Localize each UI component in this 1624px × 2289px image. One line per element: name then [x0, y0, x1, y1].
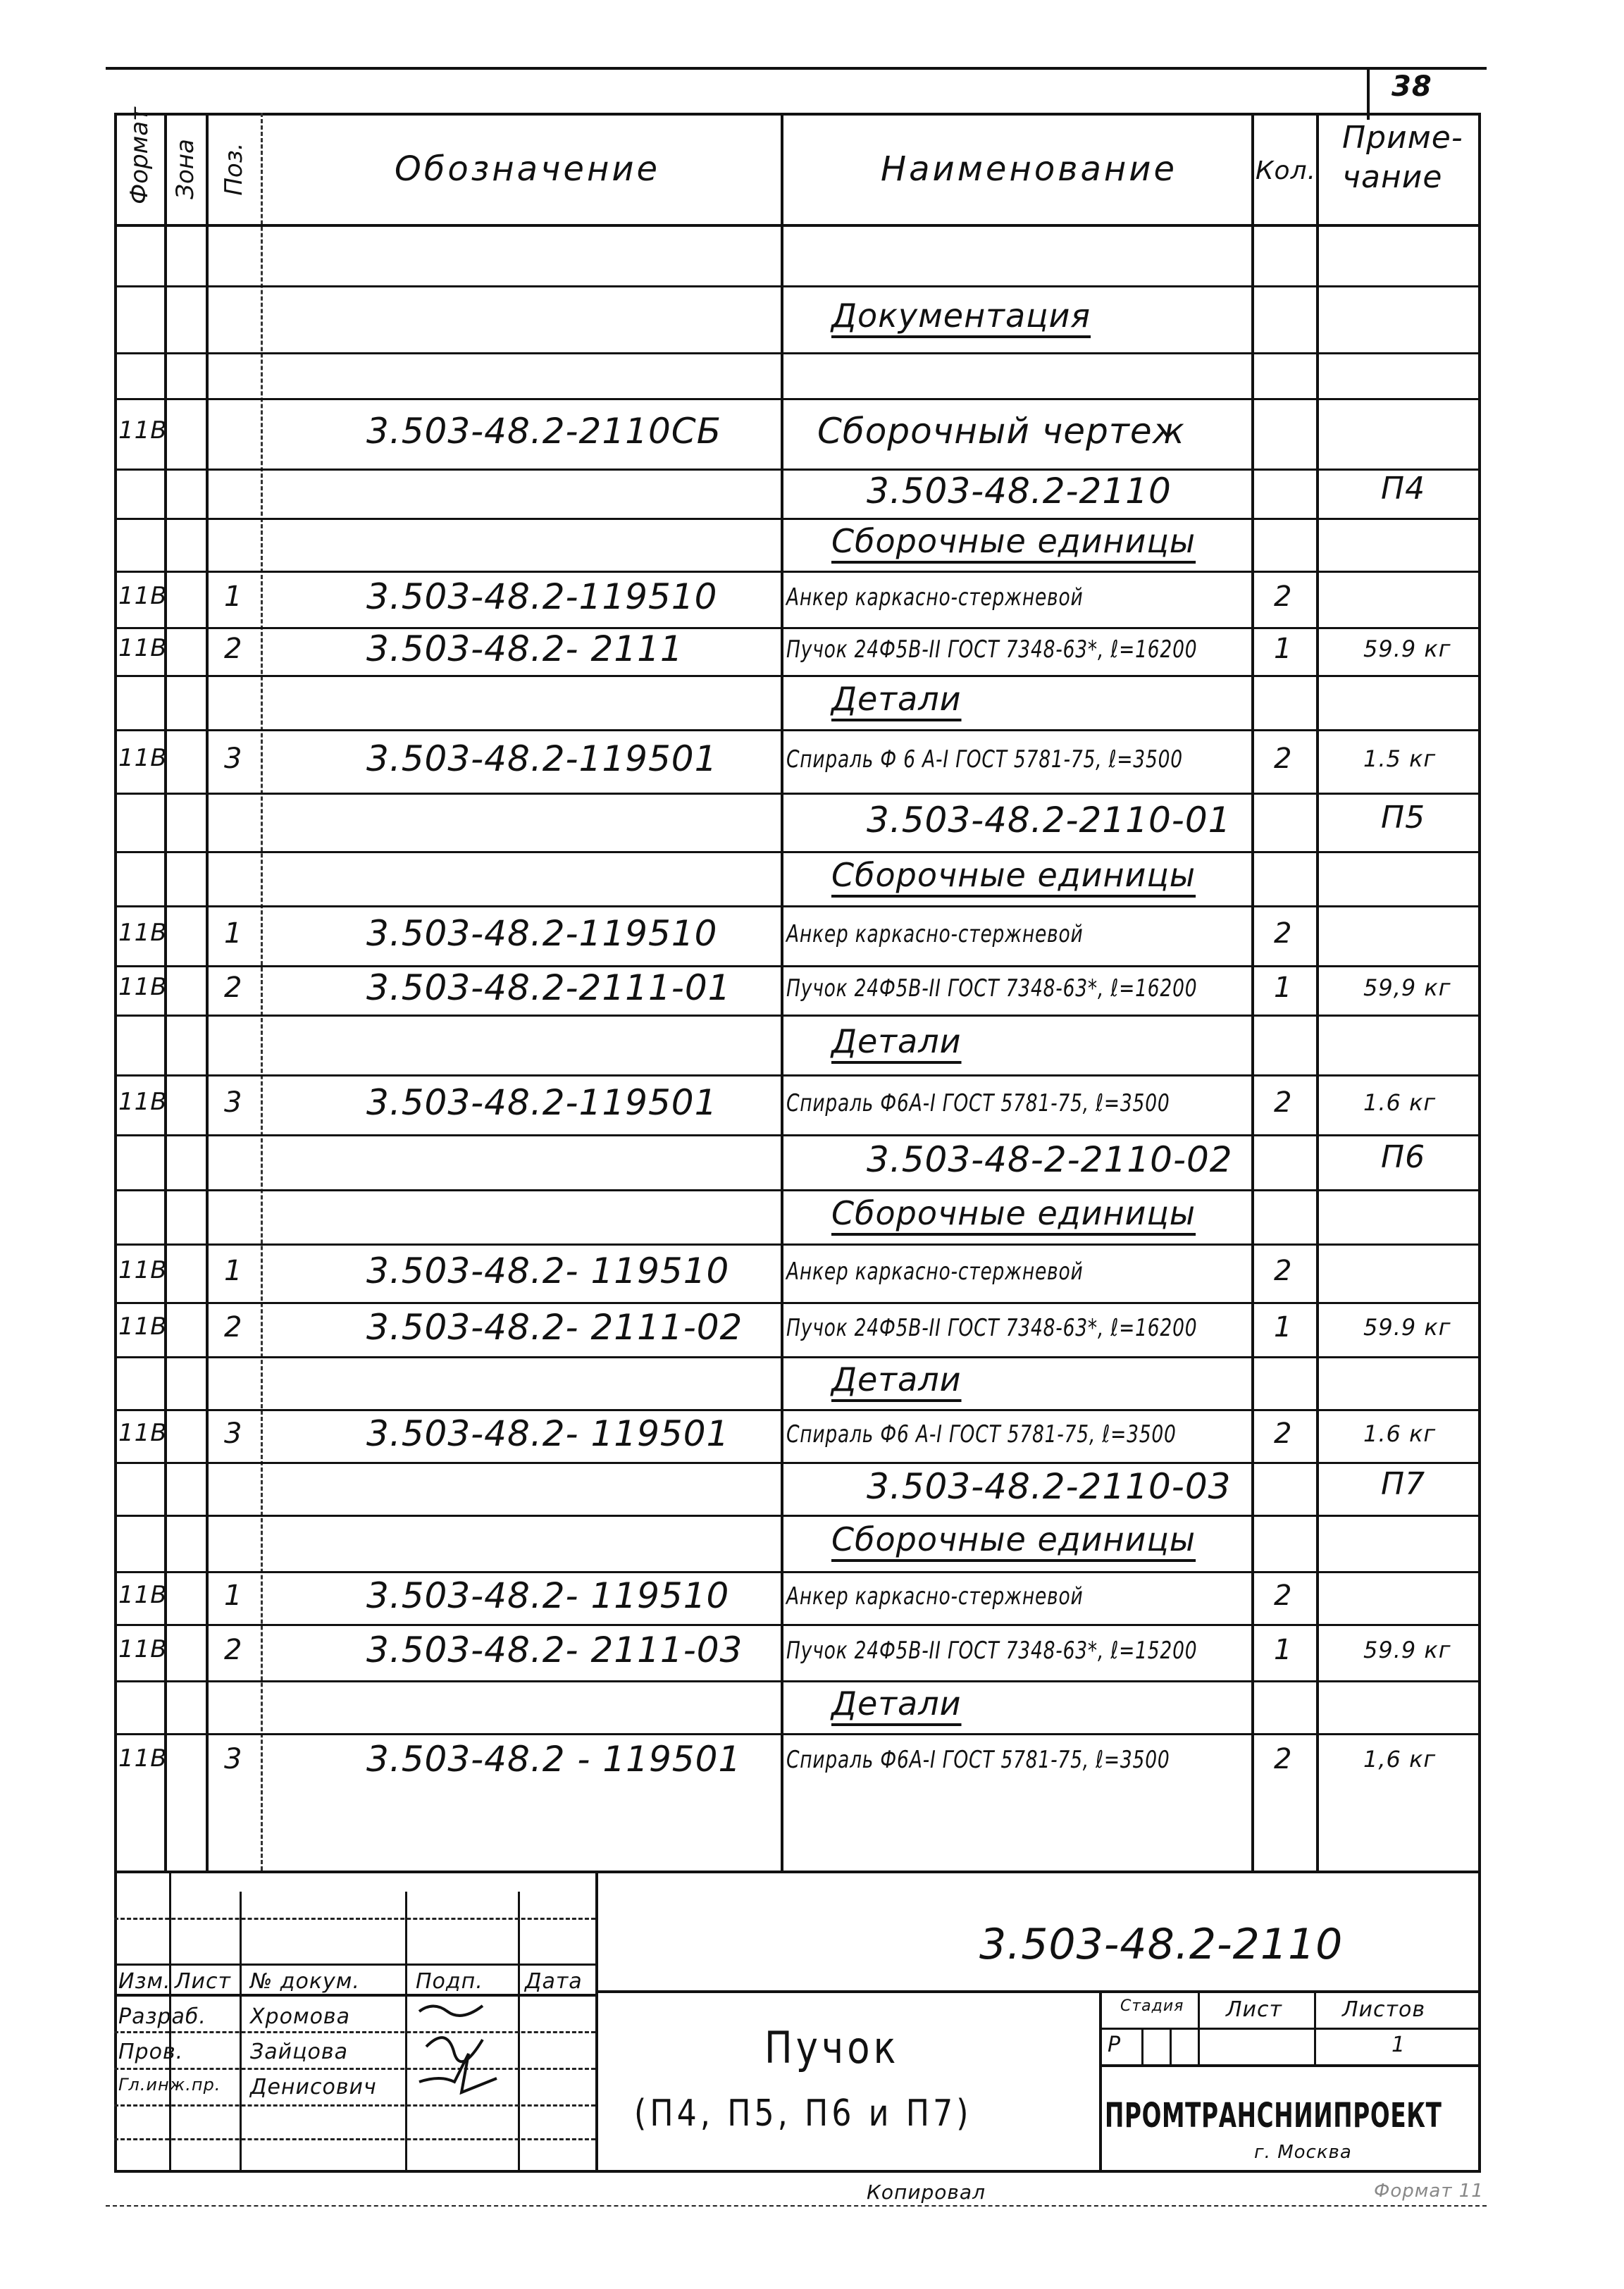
tb-role-developer: Разраб. [118, 2004, 206, 2029]
row-divider [114, 518, 1481, 520]
tb-row-7 [114, 2138, 595, 2140]
row-divider [114, 571, 1481, 573]
row-divider [114, 1571, 1481, 1573]
tb-role-checker: Пров. [118, 2040, 184, 2064]
cell-name: Анкер каркасно-стержневой [786, 1582, 1084, 1611]
frame-right [1478, 113, 1481, 2170]
section-heading: Сборочные единицы [831, 855, 1196, 894]
cell-note: 1.6 кг [1363, 1420, 1437, 1447]
cell-qty: 2 [1274, 917, 1293, 950]
row-divider [114, 1624, 1481, 1626]
cell-qty: 2 [1274, 1417, 1293, 1450]
cell-pos: 1 [224, 1579, 243, 1612]
cell-format: 11В [118, 744, 168, 772]
tb-title-line1: Пучок [764, 2022, 900, 2073]
tb-row-2 [114, 1994, 595, 1997]
row-divider [114, 398, 1481, 400]
row-divider [114, 793, 1481, 795]
cell-designation: 3.503-48.2- 119501 [366, 1413, 730, 1454]
cell-format: 11В [118, 1418, 168, 1447]
tb-row-5 [114, 2068, 595, 2070]
title-block-top-border [114, 1871, 1481, 1873]
cell-designation: 3.503-48.2 - 119501 [366, 1739, 742, 1780]
tb-document-code: 3.503-48.2-2110 [979, 1920, 1344, 1969]
tb-stage-divider [1099, 1990, 1102, 2170]
variant-note: П6 [1381, 1139, 1426, 1175]
tb-name-chief-engineer: Денисович [250, 2075, 377, 2099]
cell-note: 1,6 кг [1363, 1746, 1437, 1773]
page-number-divider [1367, 67, 1370, 120]
variant-note: П4 [1381, 471, 1426, 507]
header-format: Формат [125, 107, 154, 204]
row-divider [114, 965, 1481, 967]
row-divider [114, 1680, 1481, 1682]
section-heading: Детали [831, 679, 962, 718]
variant-designation: 3.503-48.2-2110-03 [867, 1465, 1232, 1507]
col-divider-zone [206, 113, 209, 1871]
footer-line [106, 2205, 1487, 2207]
table-top-border [114, 113, 1481, 116]
cell-name: Спираль Ф 6 А-I ГОСТ 5781-75, ℓ=3500 [786, 745, 1183, 774]
tb-row-6 [114, 2104, 595, 2107]
col-divider-pos [261, 113, 263, 1871]
tb-stage-sub1 [1141, 2028, 1143, 2064]
page-number: 38 [1391, 70, 1432, 103]
footer-copied-by: Копировал [867, 2181, 986, 2204]
cell-name: Спираль Ф6 А-I ГОСТ 5781-75, ℓ=3500 [786, 1420, 1177, 1449]
row-divider [114, 627, 1481, 629]
cell-qty: 2 [1274, 743, 1293, 775]
col-divider-name [1251, 113, 1254, 1871]
cell-name: Анкер каркасно-стержневой [786, 1257, 1084, 1286]
cell-note: 1.6 кг [1363, 1088, 1437, 1116]
tb-sheets-value: 1 [1391, 2033, 1406, 2057]
row-divider [114, 729, 1481, 731]
section-heading: Сборочные единицы [831, 521, 1196, 560]
variant-note: П7 [1381, 1465, 1426, 1502]
row-divider [114, 1134, 1481, 1136]
tb-title-line2: (П4, П5, П6 и П7) [634, 2092, 972, 2135]
tb-row-1 [114, 1918, 595, 1920]
row-divider [114, 1462, 1481, 1464]
variant-designation: 3.503-48-2-2110-02 [867, 1139, 1233, 1180]
cell-name: Сборочный чертеж [817, 411, 1185, 452]
cell-designation: 3.503-48.2- 119510 [366, 1250, 730, 1291]
col-divider-qty [1316, 113, 1319, 1871]
variant-designation: 3.503-48.2-2110 [867, 471, 1172, 511]
row-divider [114, 675, 1481, 677]
cell-designation: 3.503-48.2-119501 [366, 1081, 718, 1123]
cell-format: 11В [118, 973, 168, 1001]
cell-name: Пучок 24Ф5В-II ГОСТ 7348-63*, ℓ=16200 [786, 635, 1198, 664]
tb-org-divider [1099, 2064, 1480, 2067]
tb-row-3 [114, 1964, 595, 1966]
cell-format: 11В [118, 1255, 168, 1284]
cell-qty: 1 [1274, 1634, 1293, 1666]
header-note-line2: чание [1342, 159, 1443, 195]
cell-format: 11В [118, 582, 168, 610]
tb-stage-row [1099, 2028, 1480, 2030]
variant-designation: 3.503-48.2-2110-01 [867, 799, 1232, 840]
cell-qty: 1 [1274, 1310, 1293, 1344]
cell-format: 11В [118, 1635, 168, 1663]
row-divider [114, 1733, 1481, 1735]
row-divider [114, 1302, 1481, 1304]
cell-designation: 3.503-48.2-119510 [366, 912, 718, 954]
tb-role-chief-engineer: Гл.инж.пр. [118, 2075, 221, 2095]
cell-pos: 3 [224, 1417, 243, 1450]
row-divider [114, 1409, 1481, 1411]
tb-organization: ПРОМТРАНСНИИПРОЕКТ [1105, 2096, 1442, 2135]
cell-qty: 2 [1274, 1743, 1293, 1775]
cell-note: 59.9 кг [1363, 1313, 1451, 1341]
cell-note: 59.9 кг [1363, 1637, 1451, 1663]
section-heading: Детали [831, 1360, 962, 1398]
cell-designation: 3.503-48.2- 119510 [366, 1575, 730, 1616]
header-note-line1: Приме- [1342, 120, 1463, 156]
cell-pos: 2 [224, 972, 243, 1004]
cell-note: 59.9 кг [1363, 635, 1451, 662]
section-heading: Документация [831, 296, 1091, 335]
cell-designation: 3.503-48.2-119510 [366, 576, 718, 617]
cell-qty: 2 [1274, 1254, 1293, 1287]
cell-pos: 3 [224, 743, 243, 775]
tb-row-4 [114, 2031, 595, 2033]
header-pos: Поз. [220, 142, 248, 196]
col-divider-designation [781, 113, 783, 1871]
section-heading: Сборочные единицы [831, 1520, 1196, 1558]
cell-pos: 3 [224, 1743, 243, 1775]
cell-pos: 1 [224, 917, 243, 950]
cell-format: 11В [118, 634, 168, 662]
signature-scribbles [412, 1997, 511, 2103]
tb-stage-sub2 [1170, 2028, 1172, 2064]
cell-pos: 3 [224, 1086, 243, 1119]
cell-format: 11В [118, 918, 168, 947]
cell-note: 1.5 кг [1363, 745, 1437, 772]
cell-name: Спираль Ф6А-I ГОСТ 5781-75, ℓ=3500 [786, 1746, 1170, 1774]
cell-pos: 1 [224, 1254, 243, 1287]
cell-name: Анкер каркасно-стержневой [786, 919, 1084, 948]
cell-qty: 1 [1274, 972, 1293, 1004]
variant-note: П5 [1381, 799, 1426, 836]
cell-pos: 2 [224, 1310, 243, 1344]
row-divider [114, 1189, 1481, 1191]
cell-format: 11В [118, 1744, 168, 1773]
row-divider [114, 1356, 1481, 1358]
row-divider [114, 469, 1481, 471]
tb-stage-label: Стадия [1120, 1997, 1184, 2015]
footer-format: Формат 11 [1374, 2181, 1484, 2202]
header-name: Наименование [881, 149, 1178, 189]
tb-header-sheet: Лист [175, 1969, 232, 1994]
cell-designation: 3.503-48.2- 2111-03 [366, 1630, 743, 1670]
cell-qty: 2 [1274, 1086, 1293, 1119]
section-heading: Детали [831, 1022, 962, 1060]
cell-designation: 3.503-48.2- 2111-02 [366, 1306, 743, 1348]
tb-header-doc-no: № докум. [250, 1969, 360, 1994]
header-zone: Зона [171, 139, 199, 199]
cell-pos: 2 [224, 1634, 243, 1666]
section-heading: Детали [831, 1684, 962, 1723]
tb-sheets-label: Листов [1342, 1997, 1426, 2022]
header-bottom-border [114, 224, 1481, 227]
tb-header-change: Изм. [118, 1969, 171, 1994]
row-divider [114, 352, 1481, 354]
row-divider [114, 285, 1481, 287]
row-divider [114, 851, 1481, 853]
cell-qty: 2 [1274, 581, 1293, 613]
cell-name: Анкер каркасно-стержневой [786, 583, 1084, 612]
header-designation: Обозначение [395, 149, 661, 189]
cell-name: Пучок 24Ф5В-II ГОСТ 7348-63*, ℓ=16200 [786, 974, 1198, 1003]
tb-stage-value: Р [1108, 2033, 1122, 2057]
cell-format: 11В [118, 1087, 168, 1116]
title-block-bottom-border [114, 2170, 1481, 2173]
tb-name-developer: Хромова [250, 2004, 350, 2029]
cell-designation: 3.503-48.2- 2111 [366, 628, 683, 669]
cell-name: Пучок 24Ф5В-II ГОСТ 7348-63*, ℓ=15200 [786, 1637, 1198, 1665]
cell-name: Спираль Ф6А-I ГОСТ 5781-75, ℓ=3500 [786, 1088, 1170, 1117]
row-divider [114, 1074, 1481, 1077]
cell-qty: 2 [1274, 1579, 1293, 1612]
cell-name: Пучок 24Ф5В-II ГОСТ 7348-63*, ℓ=16200 [786, 1313, 1198, 1342]
row-divider [114, 1015, 1481, 1017]
tb-sheet-label: Лист [1226, 1997, 1283, 2022]
row-divider [114, 1243, 1481, 1246]
title-block-divider [595, 1871, 598, 2170]
section-heading: Сборочные единицы [831, 1193, 1196, 1232]
cell-format: 11В [118, 1312, 168, 1341]
cell-designation: 3.503-48.2-2110СБ [366, 411, 722, 452]
header-qty: Кол. [1256, 156, 1317, 185]
row-divider [114, 1515, 1481, 1517]
tb-header-date: Дата [525, 1969, 583, 1994]
tb-city: г. Москва [1254, 2142, 1352, 2163]
cell-qty: 1 [1274, 633, 1293, 665]
tb-name-checker: Зайцова [250, 2040, 348, 2064]
cell-pos: 2 [224, 633, 243, 665]
cell-designation: 3.503-48.2-119501 [366, 738, 718, 779]
row-divider [114, 905, 1481, 907]
tb-header-signature: Подп. [416, 1969, 483, 1994]
cell-pos: 1 [224, 581, 243, 613]
top-border [106, 67, 1487, 70]
frame-left [114, 113, 117, 2170]
cell-note: 59,9 кг [1363, 974, 1451, 1001]
cell-format: 11В [118, 1580, 168, 1609]
tb-code-divider [595, 1990, 1480, 1993]
cell-designation: 3.503-48.2-2111-01 [366, 967, 731, 1008]
cell-format: 11В [118, 416, 168, 445]
